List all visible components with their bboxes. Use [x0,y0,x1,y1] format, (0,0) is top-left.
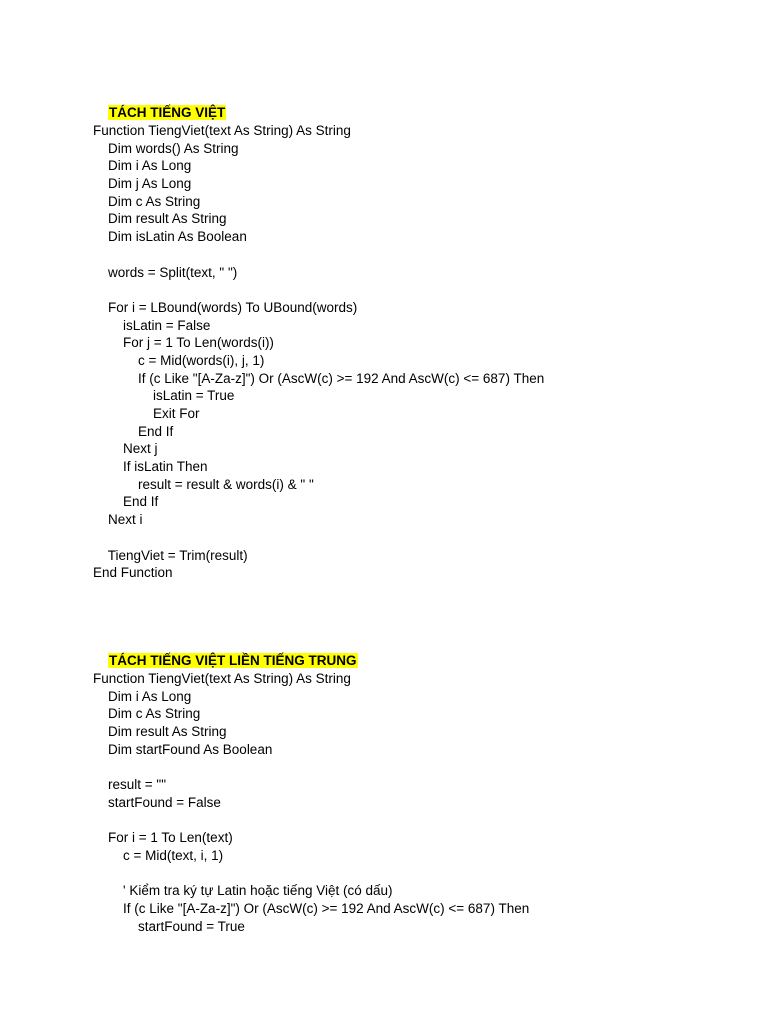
code-line: result = "" [93,777,166,793]
code-line: For i = 1 To Len(text) [93,830,233,846]
code-line: Dim isLatin As Boolean [93,229,247,245]
code-line: Dim i As Long [93,688,192,704]
code-line: If isLatin Then [93,459,208,475]
code-line: isLatin = False [93,317,211,333]
code-line: Dim c As String [93,706,201,722]
code-line: ' Kiểm tra ký tự Latin hoặc tiếng Việt (có dấu) [93,883,393,899]
code-line: Dim startFound As Boolean [93,741,273,757]
code-line [93,758,529,776]
code-line: Dim result As String [93,211,227,227]
code-line: If (c Like "[A-Za-z]") Or (AscW(c) >= 192 And AscW(c) <= 687) Then [93,370,545,386]
code-line: startFound = False [93,794,221,810]
code-line [93,246,544,264]
code-line: Next i [93,512,143,528]
code-line: Function TiengViet(text As String) As String [93,671,351,686]
code-line [93,812,529,830]
code-line: c = Mid(words(i), j, 1) [93,352,265,368]
code-line: If (c Like "[A-Za-z]") Or (AscW(c) >= 192 And AscW(c) <= 687) Then [93,900,530,916]
section-2-code-block [93,670,529,935]
code-line: Dim c As String [93,193,201,209]
code-line: Function TiengViet(text As String) As String [93,123,351,138]
code-line: Dim i As Long [93,158,192,174]
section-1-code-block [93,122,544,582]
code-line: End If [93,494,159,510]
code-line: Dim result As String [93,724,227,740]
code-line: TiengViet = Trim(result) [93,547,248,563]
code-line: words = Split(text, " ") [93,264,238,280]
code-line [93,865,529,883]
code-line: startFound = True [93,918,245,934]
code-line: Next j [93,441,158,457]
section-1-heading-text: TÁCH TIẾNG VIỆT [109,105,226,120]
code-line: For j = 1 To Len(words(i)) [93,335,274,351]
code-line: Dim words() As String [93,140,239,156]
code-line: isLatin = True [93,388,235,404]
code-line: result = result & words(i) & " " [93,476,314,492]
section-2-heading-text: TÁCH TIẾNG VIỆT LIỀN TIẾNG TRUNG [109,653,357,668]
code-line: Exit For [93,406,200,421]
code-line: End Function [93,565,173,581]
code-line: For i = LBound(words) To UBound(words) [93,299,358,315]
code-line [93,281,544,299]
code-line [93,529,544,547]
code-line: End If [93,423,174,439]
code-line: c = Mid(text, i, 1) [93,847,224,863]
code-line: Dim j As Long [93,176,192,192]
